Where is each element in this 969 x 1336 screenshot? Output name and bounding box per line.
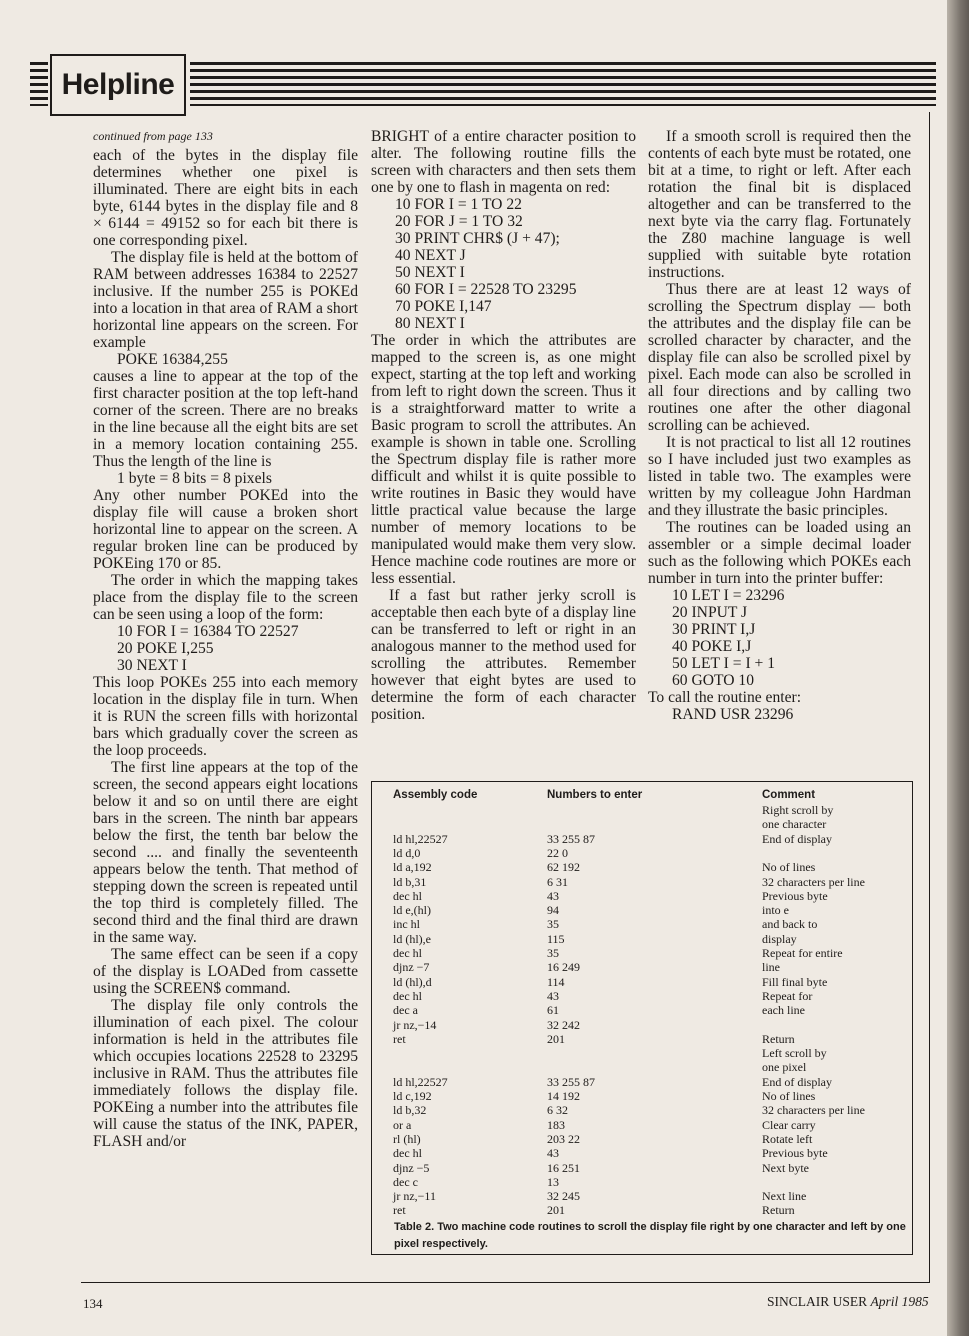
table-cell-comment: into e — [762, 903, 789, 918]
code-line: 30 PRINT I,J — [672, 621, 756, 638]
table-cell-comment: one pixel — [762, 1060, 807, 1075]
issue-date: April 1985 — [870, 1294, 929, 1309]
table-cell-comment: Repeat for entire — [762, 946, 843, 960]
table-cell-comment: End of display — [762, 1074, 832, 1089]
header-rule-left — [30, 62, 48, 106]
code-line: 20 POKE I,255 — [117, 640, 214, 657]
table-cell-assembly: dec hl — [393, 1146, 422, 1161]
table-cell-assembly: ld b,31 — [393, 874, 427, 889]
table-cell-numbers: 43 — [547, 988, 559, 1003]
table-cell-assembly: ld hl,22527 — [393, 1074, 448, 1089]
section-header — [30, 54, 936, 116]
code-line: 40 NEXT J — [395, 247, 466, 264]
paragraph: The display file only controls the illumination of each pixel. The colour information is held in the attributes file which occupies locations 22528 to 23295 inclusive in RAM. Thus the attributes file immediately follows the display file. POKEing a number into the attributes file will cause the status of the INK, PAPER, FLASH and/or — [93, 997, 358, 1150]
code-line: 60 FOR I = 22528 TO 23295 — [395, 281, 577, 298]
table-cell-comment: Left scroll by — [762, 1046, 827, 1061]
page-number: 134 — [83, 1296, 103, 1311]
table-cell-comment: 32 characters per line — [762, 1103, 865, 1118]
table-header-numbers: Numbers to enter — [547, 789, 643, 801]
table-cell-numbers: 6 31 — [547, 874, 568, 889]
code-line: 60 GOTO 10 — [672, 672, 755, 689]
table-header-comment: Comment — [762, 789, 816, 801]
code-line: 30 NEXT I — [117, 657, 187, 674]
table-cell-comment: and back to — [762, 917, 818, 932]
table-cell-comment: line — [762, 960, 780, 975]
table-cell-numbers: 43 — [547, 888, 559, 903]
table-cell-numbers: 114 — [547, 974, 565, 989]
magazine-name: SINCLAIR USER — [767, 1294, 868, 1309]
paragraph: Thus there are at least 12 ways of scrolling the Spectrum display — both the attributes and the display file can be scrolled character by character, and the display file can also be scrolled pixel by pixel. Each mode can also be scrolled in all four directions and by calling two routines one after the other diagonal scrolling can be achieved. — [648, 281, 911, 434]
code-line: 30 PRINT CHR$ (J + 47); — [395, 230, 560, 247]
paragraph: It is not practical to list all 12 routines so I have included just two examples as listed in table two. The examples were written by my colleague John Hardman and they illustrate the basic principles. — [648, 434, 911, 519]
table-cell-assembly: ld hl,22527 — [393, 831, 448, 846]
code-line: 40 POKE I,J — [672, 638, 752, 655]
table-cell-comment: Previous byte — [762, 1146, 828, 1161]
table-cell-comment: Previous byte — [762, 888, 828, 903]
table-cell-assembly: ld c,192 — [393, 1089, 432, 1103]
table-cell-assembly: dec hl — [393, 988, 422, 1003]
paragraph: To call the routine enter: — [648, 689, 802, 706]
code-line: 50 NEXT I — [395, 264, 465, 281]
table-cell-assembly: dec a — [393, 1003, 418, 1018]
paragraph: If a fast but rather jerky scroll is acceptable then each byte of a display line can be transferred to left or right in an analogous manner to the method used for scrolling the attributes. Remember however that eight bytes are used to determine the form of each character position. — [371, 587, 636, 723]
table-cell-assembly: rl (hl) — [393, 1131, 421, 1146]
column-3 — [648, 128, 911, 723]
column-2 — [371, 128, 636, 723]
paragraph: This loop POKEs 255 into each memory location in the display file in turn. When it is RUN the screen fills with horizontal bars which gradually cover the screen as the loop proceeds. — [93, 674, 358, 759]
table-cell-numbers: 33 255 87 — [547, 1074, 595, 1089]
column-1 — [93, 128, 358, 1150]
code-line: 70 POKE I,147 — [395, 298, 492, 315]
table-cell-comment: Repeat for — [762, 988, 813, 1003]
table-cell-comment: each line — [762, 1003, 805, 1018]
table-cell-numbers: 115 — [547, 931, 565, 946]
table-cell-assembly: ret — [393, 1031, 406, 1046]
code-line: 20 INPUT J — [672, 604, 748, 621]
code-line: POKE 16384,255 — [117, 351, 228, 368]
table-cell-comment: Rotate left — [762, 1131, 813, 1146]
table-cell-comment: Fill final byte — [762, 974, 828, 989]
table-cell-comment: Return — [762, 1031, 795, 1046]
continued-note: continued from page 133 — [93, 129, 213, 143]
table-cell-numbers: 43 — [547, 1146, 559, 1161]
paragraph: The order in which the mapping takes place from the display file to the screen can be seen using a loop of the form: — [93, 572, 358, 623]
paragraph: The routines can be loaded using an assembler or a simple decimal loader such as the following which POKEs each number in turn into the printer buffer: — [648, 519, 911, 587]
table-cell-numbers: 61 — [547, 1003, 559, 1018]
paragraph: each of the bytes in the display file determines whether one pixel is illuminated. There are eight bits in each byte, 6144 bytes in the display file and 8 × 6144 = 49152 so for each bit there is one corresponding pixel. — [93, 147, 358, 249]
table-cell-assembly: ld (hl),d — [393, 974, 432, 989]
paragraph: The order in which the attributes are mapped to the screen is, as one might expect, starting at the top left and working from left to right down the screen. Thus it is a straightforward matter to write a Basic program to scroll the attributes. An example is shown in table one. Scrolling the Spectrum display file is rather more difficult and whilst it is quite possible to write routines in Basic they would have little practical value because the large number of memory locations to be manipulated would make them very slow. Hence machine code routines are more or less essential. — [371, 332, 636, 587]
table-cell-comment: No of lines — [762, 1089, 816, 1103]
code-line: 80 NEXT I — [395, 315, 465, 332]
header-title-box — [50, 54, 186, 116]
table-cell-numbers: 22 0 — [547, 845, 568, 860]
table-cell-numbers: 201 — [547, 1203, 565, 1218]
table-cell-comment: Clear carry — [762, 1117, 816, 1132]
paragraph: causes a line to appear at the top of the first character position at the top left-hand corner of the screen. There are no breaks in the line because all the eight bits are set in a memory location containing 255. Thus the length of the line is — [93, 368, 358, 470]
table-cell-assembly: dec hl — [393, 888, 422, 903]
table-cell-numbers: 6 32 — [547, 1103, 568, 1118]
table-cell-comment: display — [762, 931, 797, 946]
table-cell-numbers: 62 192 — [547, 860, 580, 875]
table-cell-numbers: 203 22 — [547, 1131, 580, 1146]
table-cell-assembly: djnz −5 — [393, 1160, 430, 1175]
table-cell-comment: 32 characters per line — [762, 874, 865, 889]
table-cell-comment: Next byte — [762, 1160, 809, 1175]
table-cell-assembly: ld e,(hl) — [393, 903, 431, 918]
table-cell-comment: Right scroll by — [762, 803, 834, 817]
table-cell-numbers: 94 — [547, 903, 559, 918]
code-line: 20 FOR J = 1 TO 32 — [395, 213, 523, 230]
table-cell-assembly: djnz −7 — [393, 960, 430, 975]
table-cell-assembly: ld (hl),e — [393, 931, 431, 946]
code-line: 10 FOR I = 16384 TO 22527 — [117, 623, 299, 640]
paragraph: The first line appears at the top of the screen, the second appears eight locations below it and so on until there are eight bars in the screen. The ninth bar appears below the first, the tenth bar below the second .... and finally the seventeenth appears below the tenth. That method of stepping down the screen is repeated until the top third is completely filled. The second third and the final third are drawn in the same way. — [93, 759, 358, 946]
table-cell-assembly: jr nz,−11 — [393, 1189, 436, 1204]
table-cell-comment: End of display — [762, 831, 832, 846]
table-cell-numbers: 33 255 87 — [547, 831, 595, 846]
table-cell-comment: Next line — [762, 1189, 807, 1204]
table-cell-assembly: ld d,0 — [393, 845, 421, 860]
table-header-assembly: Assembly code — [393, 789, 478, 801]
table-cell-comment: No of lines — [762, 860, 816, 875]
table-cell-numbers: 13 — [547, 1174, 559, 1189]
table-cell-numbers: 35 — [547, 917, 559, 932]
table-cell-numbers: 14 192 — [547, 1089, 580, 1103]
table-cell-numbers: 32 245 — [547, 1189, 580, 1204]
code-line: 10 LET I = 23296 — [672, 587, 785, 604]
footer-credit — [767, 1294, 929, 1310]
table-cell-assembly: ret — [393, 1203, 406, 1218]
paragraph: If a smooth scroll is required then the contents of each byte must be rotated, one bit at a time, to right or left. After each rotation the final bit is displaced altogether and can be transferred to the next byte via the carry flag. Fortunately the Z80 machine language is well supplied with suitable byte rotation instructions. — [648, 128, 911, 281]
table-cell-numbers: 16 251 — [547, 1160, 580, 1175]
table-cell-comment: one character — [762, 817, 827, 832]
code-line: 1 byte = 8 bits = 8 pixels — [117, 470, 272, 487]
table-cell-numbers: 32 242 — [547, 1017, 580, 1032]
table-cell-assembly: ld b,32 — [393, 1103, 427, 1118]
code-line: 10 FOR I = 1 TO 22 — [395, 196, 522, 213]
table-cell-numbers: 201 — [547, 1031, 565, 1046]
paragraph: The display file is held at the bottom of RAM between addresses 16384 to 22527 inclusive. If the number 255 is POKEd into a location in that area of RAM a short horizontal line appears on the screen. For example — [93, 249, 358, 351]
paragraph: BRIGHT of a entire character position to alter. The following routine fills the screen with characters and then sets them one by one to flash in magenta on red: — [371, 128, 636, 196]
table-cell-comment: Return — [762, 1203, 795, 1218]
table-cell-assembly: dec hl — [393, 946, 422, 960]
table-caption: Table 2. Two machine code routines to scroll the display file right by one character and left by one pixel respectively. — [394, 1221, 906, 1250]
paragraph: The same effect can be seen if a copy of the display is LOADed from cassette using the SCREEN$ command. — [93, 946, 358, 997]
table-2-box — [371, 781, 913, 1255]
table-cell-numbers: 183 — [547, 1117, 565, 1132]
code-line: RAND USR 23296 — [672, 706, 794, 723]
paragraph: Any other number POKEd into the display file will cause a broken short horizontal line to appear on the screen. A regular broken line can be produced by POKEing 170 or 85. — [93, 487, 358, 572]
table-cell-numbers: 35 — [547, 946, 559, 960]
table-cell-assembly: or a — [393, 1117, 412, 1132]
table-cell-assembly: ld a,192 — [393, 860, 432, 875]
page-spine-shadow — [947, 0, 969, 1336]
code-line: 50 LET I = I + 1 — [672, 655, 776, 672]
table-cell-assembly: inc hl — [393, 917, 420, 932]
section-title: Helpline — [61, 68, 175, 101]
header-rule-right — [190, 62, 936, 106]
table-cell-numbers: 16 249 — [547, 960, 580, 975]
table-cell-assembly: dec c — [393, 1174, 418, 1189]
table-cell-assembly: jr nz,−14 — [393, 1017, 437, 1032]
